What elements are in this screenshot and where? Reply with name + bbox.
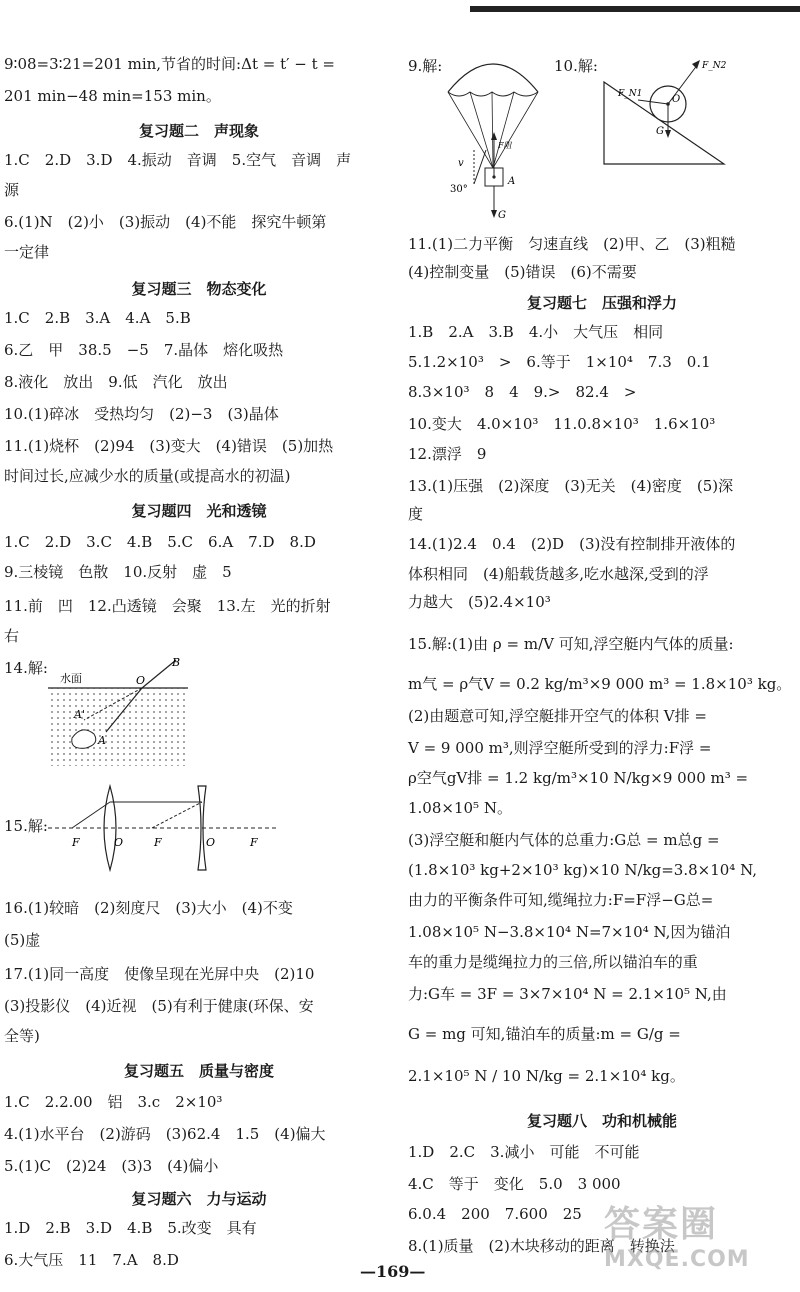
extension-line	[152, 802, 202, 828]
suspension-line	[492, 92, 493, 168]
parachute-canopy	[448, 64, 538, 92]
answer-line: 5.(1)C (2)24 (3)3 (4)偏小	[4, 1157, 219, 1175]
velocity-label: v	[458, 158, 464, 169]
point-label: F	[154, 836, 162, 849]
answer-line: 6.乙 甲 38.5 −5 7.晶体 熔化吸热	[4, 341, 284, 359]
answer-line: (3)投影仪 (4)近视 (5)有利于健康(环保、安	[4, 997, 314, 1015]
section-heading: 复习题三 物态变化	[131, 280, 267, 298]
point-label: F	[72, 836, 80, 849]
answer-line: 右	[4, 627, 20, 645]
answer-line: 1.08×10⁵ N−3.8×10⁴ N=7×10⁴ N,因为锚泊	[408, 923, 731, 941]
answer-line: 16.(1)较暗 (2)刻度尺 (3)大小 (4)不变	[4, 899, 293, 917]
answer-line: (1.8×10³ kg+2×10³ kg)×10 N/kg=3.8×10⁴ N,	[408, 861, 758, 879]
force-label: F_N2	[702, 61, 727, 71]
answer-line: 9.三棱镜 色散 10.反射 虚 5	[4, 563, 232, 581]
answer-line: 8.3×10³ 8 4 9.> 82.4 >	[408, 383, 637, 401]
refraction-diagram	[44, 656, 194, 772]
answer-line: 10.解:	[554, 57, 598, 75]
answer-line: 源	[4, 181, 20, 199]
surface-label: 水面	[60, 672, 82, 685]
answer-line: 6.大气压 11 7.A 8.D	[4, 1251, 179, 1269]
section-heading: 复习题七 压强和浮力	[526, 294, 677, 312]
answer-line: 时间过长,应减少水的质量(或提高水的初温)	[4, 467, 291, 485]
suspension-line	[493, 92, 514, 168]
section-heading: 复习题八 功和机械能	[526, 1112, 677, 1130]
answer-line: 5.1.2×10³ > 6.等于 1×10⁴ 7.3 0.1	[408, 353, 711, 371]
answer-line: 1.08×10⁵ N。	[408, 799, 512, 817]
answer-line: 10.变大 4.0×10³ 11.0.8×10³ 1.6×10³	[408, 415, 716, 433]
answer-line: 9.解:	[408, 57, 443, 75]
answer-line: 10.(1)碎冰 受热均匀 (2)−3 (3)晶体	[4, 405, 279, 423]
watermark-url: MXQE.COM	[604, 1247, 750, 1272]
answer-line: 6.0.4 200 7.600 25	[408, 1205, 582, 1223]
answer-line: 15.解:(1)由 ρ = m/V 可知,浮空艇内气体的质量:	[408, 635, 734, 653]
point-label: A'	[74, 708, 85, 721]
answer-line: 1.C 2.D 3.C 4.B 5.C 6.A 7.D 8.D	[4, 533, 316, 551]
answer-line: 9∶08=3∶21=201 min,节省的时间:Δt = t′ − t =	[4, 55, 335, 73]
answer-line: 12.漂浮 9	[408, 445, 487, 463]
canopy-edge	[448, 92, 538, 96]
answer-line: (2)由题意可知,浮空艇排开空气的体积 V排 =	[408, 707, 707, 725]
answer-line: 8.(1)质量 (2)木块移动的距离 转换法	[408, 1237, 675, 1255]
answer-line: 1.C 2.2.00 铝 3.c 2×10³	[4, 1093, 223, 1111]
arrowhead	[692, 60, 700, 69]
answer-line: 1.C 2.D 3.D 4.振动 音调 5.空气 音调 声	[4, 151, 352, 169]
watermark	[604, 1196, 750, 1272]
answer-line: 1.D 2.B 3.D 4.B 5.改变 具有	[4, 1219, 257, 1237]
point-label: A	[98, 734, 106, 747]
answer-line: 14.(1)2.4 0.4 (2)D (3)没有控制排开液体的	[408, 535, 736, 553]
point-label: O	[114, 836, 124, 849]
answer-line: m气 = ρ气V = 0.2 kg/m³×9 000 m³ = 1.8×10³ kg。	[408, 675, 792, 693]
center-dot	[666, 102, 670, 106]
answer-line: 6.(1)N (2)小 (3)振动 (4)不能 探究牛顿第	[4, 213, 327, 231]
answer-line: 由力的平衡条件可知,缆绳拉力:F=F浮−G总=	[408, 891, 714, 909]
water-region	[48, 688, 188, 766]
section-heading: 复习题二 声现象	[138, 122, 259, 140]
answer-line: 201 min−48 min=153 min。	[4, 87, 221, 105]
section-heading: 复习题五 质量与密度	[123, 1062, 274, 1080]
suspension-line	[470, 92, 493, 168]
answer-line: 4.C 等于 变化 5.0 3 000	[408, 1175, 621, 1193]
parachute-diagram	[438, 52, 548, 222]
watermark-logo-text: 答案圈	[604, 1204, 719, 1245]
refracted-ray	[142, 660, 176, 688]
arrowhead	[491, 210, 497, 218]
answer-line: 15.解:	[4, 817, 48, 835]
drag-label: F阻	[498, 141, 512, 150]
answer-line: 11.(1)二力平衡 匀速直线 (2)甲、乙 (3)粗糙	[408, 235, 736, 253]
answer-line: 14.解:	[4, 659, 48, 677]
answer-line: (5)虚	[4, 931, 41, 949]
answer-line: ρ空气gV排 = 1.2 kg/m³×10 N/kg×9 000 m³ =	[408, 769, 749, 787]
answer-line: 11.(1)烧杯 (2)94 (3)变大 (4)错误 (5)加热	[4, 437, 334, 455]
section-heading: 复习题四 光和透镜	[131, 502, 267, 520]
suspension-line	[493, 92, 538, 168]
answer-line: (4)控制变量 (5)错误 (6)不需要	[408, 263, 637, 281]
suspension-line	[448, 92, 493, 168]
point-label: O	[672, 94, 681, 105]
ball-incline-diagram	[598, 54, 738, 174]
top-rule	[470, 6, 800, 12]
section-heading: 复习题六 力与运动	[131, 1190, 267, 1208]
answer-line: 车的重力是缆绳拉力的三倍,所以锚泊车的重	[408, 953, 698, 971]
answer-line: 13.(1)压强 (2)深度 (3)无关 (4)密度 (5)深	[408, 477, 734, 495]
answer-line: 度	[408, 505, 424, 523]
answer-line: 力:G车 = 3F = 3×7×10⁴ N = 2.1×10⁵ N,由	[408, 985, 727, 1003]
answer-line: V = 9 000 m³,则浮空艇所受到的浮力:F浮 =	[408, 739, 712, 757]
answer-line: 4.(1)水平台 (2)游码 (3)62.4 1.5 (4)偏大	[4, 1125, 326, 1143]
gravity-label: G	[656, 126, 664, 137]
answer-line: 体积相同 (4)船载货越多,吃水越深,受到的浮	[408, 565, 709, 583]
point-label: F	[250, 836, 258, 849]
object-label: A	[508, 176, 516, 187]
angle-label: 30°	[450, 184, 468, 195]
answer-line: 1.B 2.A 3.B 4.小 大气压 相同	[408, 323, 664, 341]
answer-line: 1.C 2.B 3.A 4.A 5.B	[4, 309, 191, 327]
answer-line: 17.(1)同一高度 使像呈现在光屏中央 (2)10	[4, 965, 315, 983]
answer-line: G = mg 可知,锚泊车的质量:m = G/g =	[408, 1025, 681, 1043]
answer-line: 力越大 (5)2.4×10³	[408, 593, 551, 611]
gravity-label: G	[498, 210, 506, 221]
answer-line: 11.前 凹 12.凸透镜 会聚 13.左 光的折射	[4, 597, 331, 615]
arrowhead	[491, 132, 497, 140]
answer-line: (3)浮空艇和艇内气体的总重力:G总 = m总g =	[408, 831, 720, 849]
answer-line: 2.1×10⁵ N / 10 N/kg = 2.1×10⁴ kg。	[408, 1067, 685, 1085]
answer-line: 8.液化 放出 9.低 汽化 放出	[4, 373, 228, 391]
answer-line: 一定律	[4, 243, 50, 261]
point-label: O	[136, 674, 146, 687]
point-label: B	[172, 656, 181, 669]
velocity-arrow	[474, 150, 486, 184]
point-label: O	[206, 836, 216, 849]
answer-line: 1.D 2.C 3.减小 可能 不可能	[408, 1143, 640, 1161]
page-number: —169—	[360, 1262, 426, 1281]
force-label: F_N1	[618, 89, 643, 99]
lens-diagram	[48, 782, 278, 872]
answer-line: 全等)	[4, 1027, 40, 1045]
